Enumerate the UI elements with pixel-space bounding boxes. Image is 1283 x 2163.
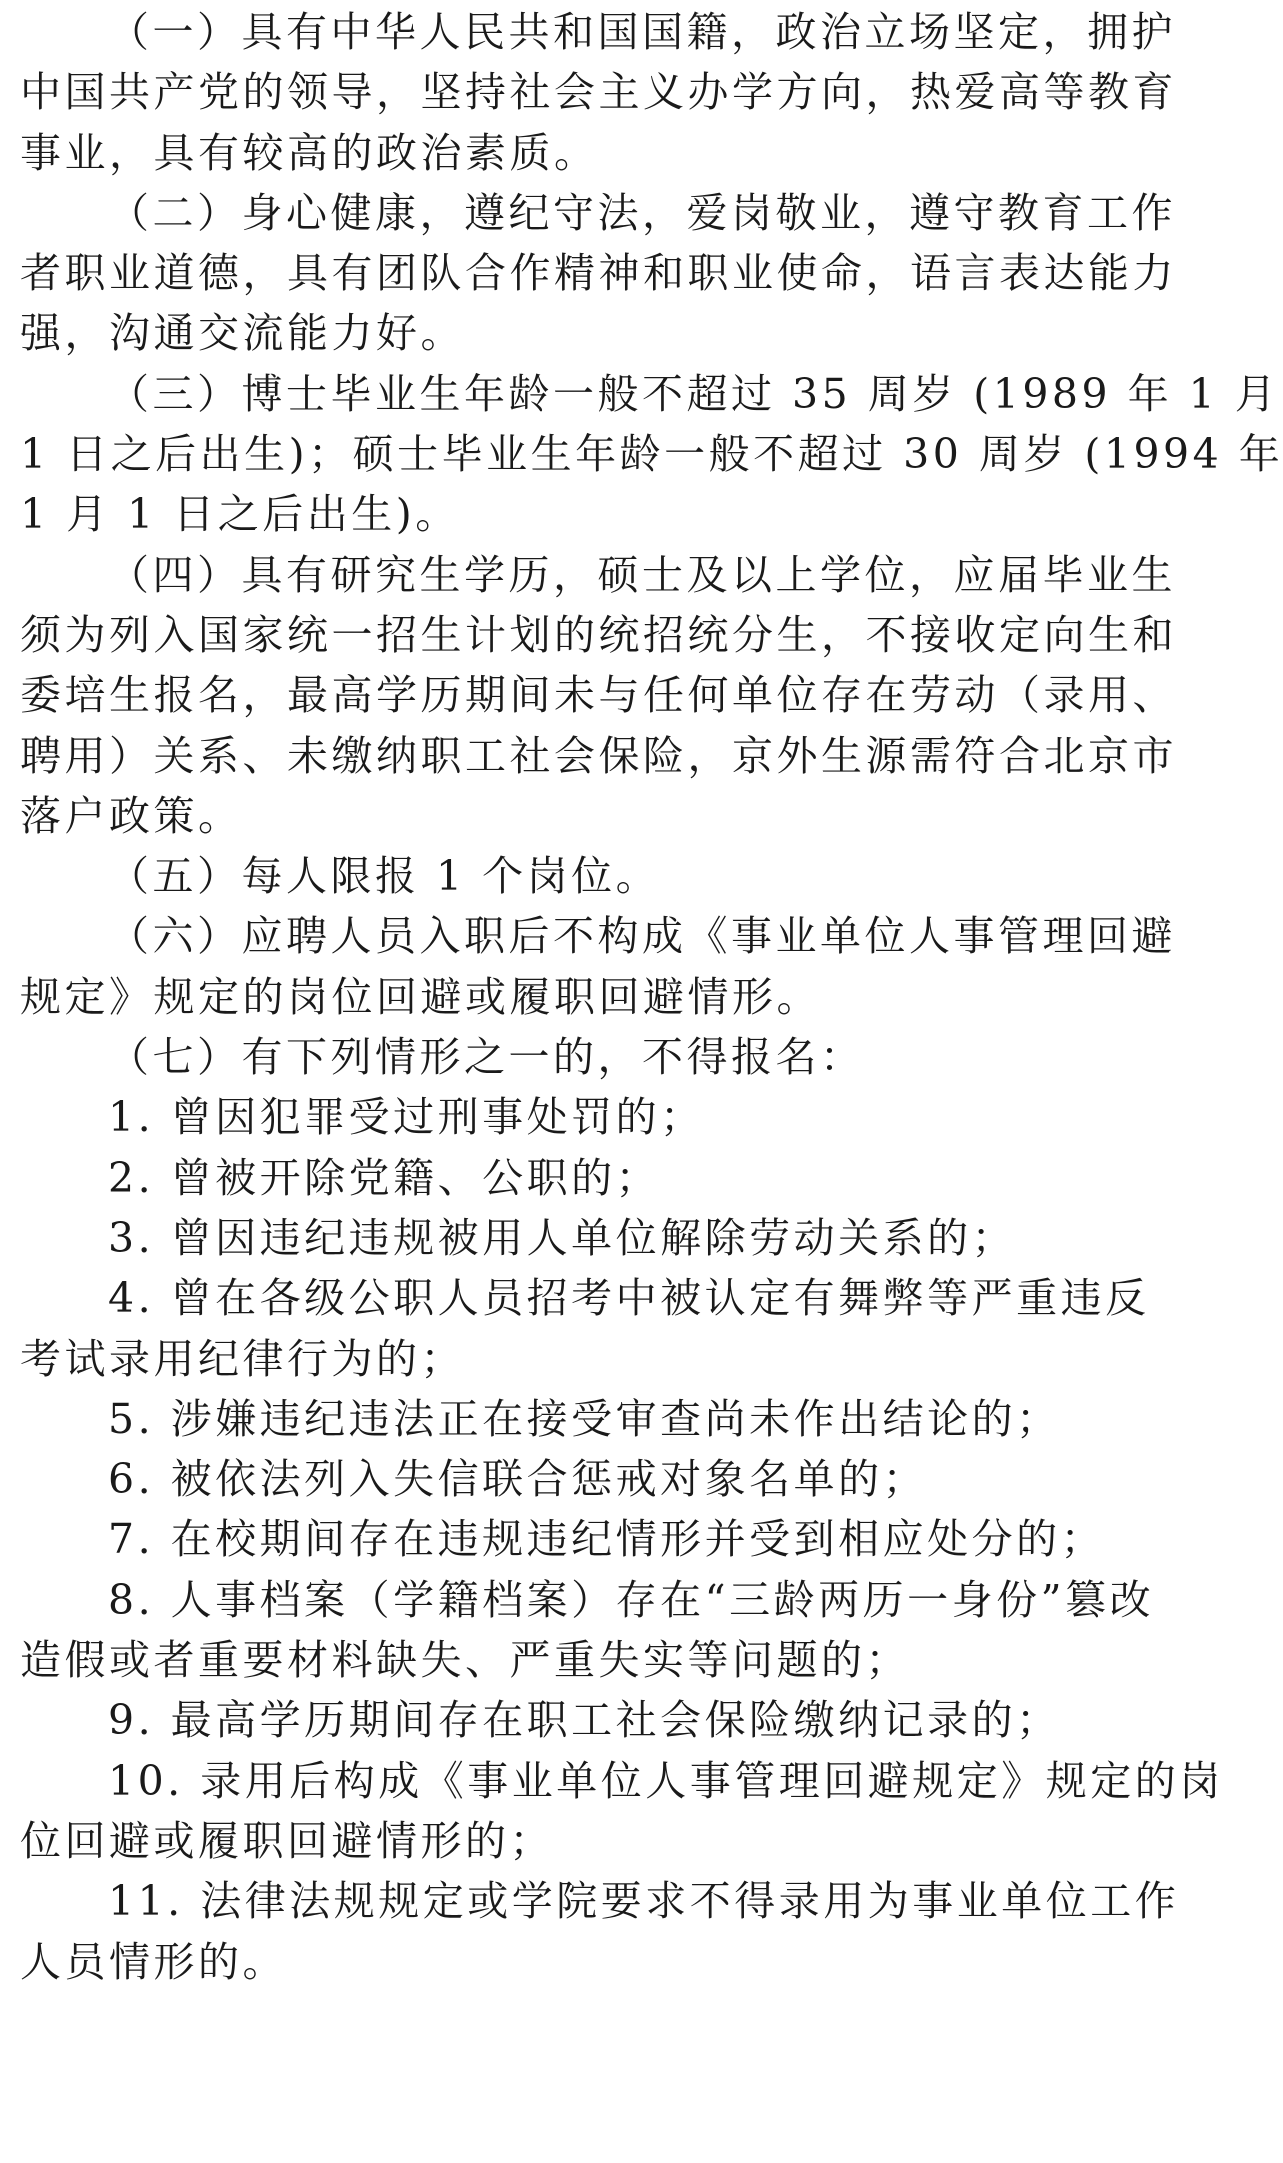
text-line: 考试录用纪律行为的； xyxy=(20,1334,465,1383)
list-item: 6. 被依法列入失信联合惩戒对象名单的； xyxy=(108,1455,928,1504)
text-line: 须为列入国家统一招生计划的统招统分生，不接收定向生和 xyxy=(20,610,1177,659)
list-item: 4. 曾在各级公职人员招考中被认定有舞弊等严重违反 xyxy=(108,1274,1150,1323)
text-line: 位回避或履职回避情形的； xyxy=(20,1816,554,1865)
list-item: 3. 曾因违纪违规被用人单位解除劳动关系的； xyxy=(108,1213,1017,1262)
text-line: 人员情形的。 xyxy=(20,1937,287,1986)
list-item: 9. 最高学历期间存在职工社会保险缴纳记录的； xyxy=(108,1696,1061,1745)
text-line: 聘用）关系、未缴纳职工社会保险，京外生源需符合北京市 xyxy=(20,731,1177,780)
list-item: 11. 法律法规规定或学院要求不得录用为事业单位工作 xyxy=(108,1877,1180,1926)
list-item: 5. 涉嫌违纪违法正在接受审查尚未作出结论的； xyxy=(108,1394,1061,1443)
text-line: 1 月 1 日之后出生)。 xyxy=(20,490,460,539)
text-line: 者职业道德，具有团队合作精神和职业使命，语言表达能力 xyxy=(20,249,1177,298)
text-line: 规定》规定的岗位回避或履职回避情形。 xyxy=(20,972,821,1021)
text-line: （一）具有中华人民共和国国籍，政治立场坚定，拥护 xyxy=(108,8,1176,56)
text-line: 落户政策。 xyxy=(20,791,243,840)
text-line: 强，沟通交流能力好。 xyxy=(20,309,465,358)
list-item: 1. 曾因犯罪受过刑事处罚的； xyxy=(108,1093,705,1142)
text-line: 委培生报名，最高学历期间未与任何单位存在劳动（录用、 xyxy=(20,671,1177,720)
text-line: （三）博士毕业生年龄一般不超过 35 周岁 (1989 年 1 月 xyxy=(108,369,1280,418)
text-line: 中国共产党的领导，坚持社会主义办学方向，热爱高等教育 xyxy=(20,68,1177,117)
list-item: 2. 曾被开除党籍、公职的； xyxy=(108,1153,661,1202)
text-line: （四）具有研究生学历，硕士及以上学位，应届毕业生 xyxy=(108,550,1176,599)
text-line: 事业，具有较高的政治素质。 xyxy=(20,128,599,177)
list-item: 7. 在校期间存在违规违纪情形并受到相应处分的； xyxy=(108,1515,1106,1564)
list-item: 10. 录用后构成《事业单位人事管理回避规定》规定的岗 xyxy=(108,1756,1224,1805)
text-line: 造假或者重要材料缺失、严重失实等问题的； xyxy=(20,1636,910,1685)
list-item: 8. 人事档案（学籍档案）存在“三龄两历一身份”篡改 xyxy=(108,1575,1155,1624)
text-line: （五）每人限报 1 个岗位。 xyxy=(108,852,661,901)
text-line: 1 日之后出生)；硕士毕业生年龄一般不超过 30 周岁 (1994 年 xyxy=(20,430,1283,479)
text-line: （六）应聘人员入职后不构成《事业单位人事管理回避 xyxy=(108,912,1176,961)
text-line: （二）身心健康，遵纪守法，爱岗敬业，遵守教育工作 xyxy=(108,188,1176,237)
text-line: （七）有下列情形之一的，不得报名： xyxy=(108,1033,865,1082)
